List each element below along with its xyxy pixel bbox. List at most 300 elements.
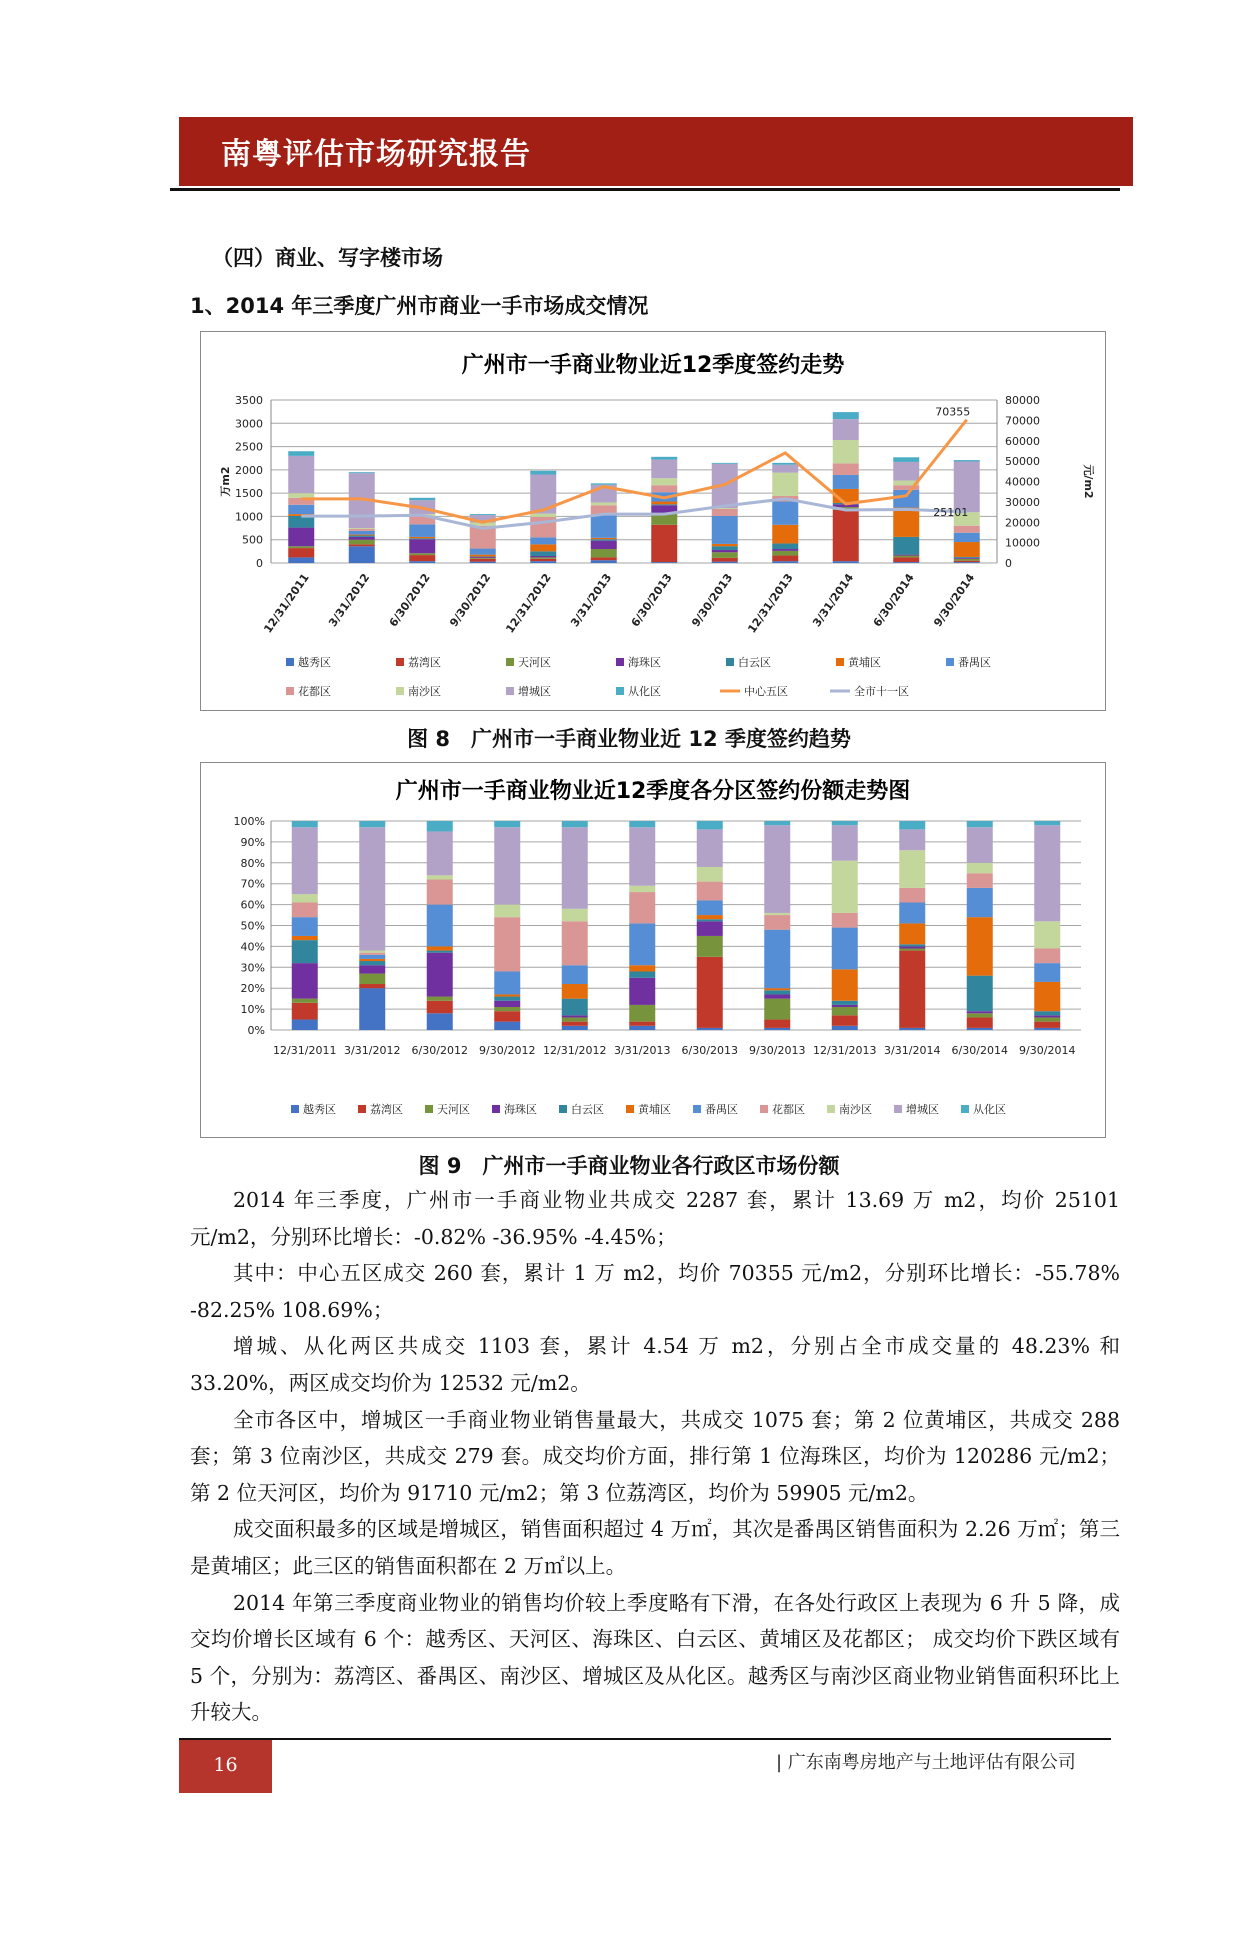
header-rule (170, 188, 1120, 191)
page-number: 16 (213, 1754, 238, 1776)
bar-segment (772, 525, 798, 544)
y2-tick-label: 10000 (1005, 536, 1040, 550)
x-tick-label: 9/30/2014 (931, 571, 978, 630)
page-number-box (179, 1740, 272, 1793)
bar-segment (833, 419, 859, 440)
bar-segment (359, 974, 385, 984)
x-tick-label: 3/31/2014 (810, 571, 857, 630)
y-tick-label: 2000 (235, 463, 263, 477)
report-title: 南粤评估市场研究报告 (221, 137, 531, 172)
legend-label: 越秀区 (298, 656, 331, 669)
x-tick-label: 12/31/2011 (273, 1044, 337, 1057)
legend-label: 花都区 (772, 1103, 805, 1116)
y2-tick-label: 40000 (1005, 475, 1040, 489)
bar-segment (651, 485, 677, 492)
bar-segment (832, 969, 858, 1000)
bar-segment (288, 493, 314, 498)
y2-tick-label: 70000 (1005, 414, 1040, 428)
bar-segment (591, 502, 617, 505)
x-tick-label: 3/31/2012 (344, 1044, 401, 1057)
bar-segment (651, 525, 677, 562)
bar-segment (697, 919, 723, 921)
paragraph: 2014 年三季度，广州市一手商业物业共成交 2287 套，累计 13.69 万 m2，均价 25101 元/m2，分别环比增长：-0.82% -36.95% -4.45%； (190, 1188, 1120, 1249)
bar-segment (359, 961, 385, 965)
x-tick-label: 9/30/2013 (689, 571, 736, 630)
y-tick-label: 3000 (235, 417, 263, 431)
legend-label: 增城区 (518, 685, 551, 698)
y-tick-label: 1500 (235, 487, 263, 501)
y-tick-label: 100% (233, 815, 265, 828)
bar-segment (292, 940, 318, 963)
legend-swatch (626, 1105, 634, 1113)
bar-segment (772, 502, 798, 525)
bar-segment (349, 537, 375, 540)
bar-segment (591, 483, 617, 484)
bar-segment (359, 959, 385, 961)
bar-segment (967, 1011, 993, 1013)
bar-segment (832, 1007, 858, 1015)
y-tick-label: 20% (240, 982, 265, 996)
bar-segment (712, 562, 738, 563)
bar-segment (697, 829, 723, 867)
bar-segment (833, 561, 859, 563)
y-axis-label: 万m2 (219, 466, 232, 497)
bar-segment (530, 544, 556, 551)
bar-segment (427, 905, 453, 947)
bar-segment (530, 551, 556, 556)
bar-segment (712, 509, 738, 516)
bar-segment (772, 561, 798, 563)
bar-segment (427, 997, 453, 1001)
bar-segment (562, 1017, 588, 1021)
bar-segment (494, 917, 520, 971)
x-tick-label: 12/31/2012 (543, 1044, 607, 1057)
bar-segment (470, 555, 496, 557)
bar-segment (899, 829, 925, 850)
bar-segment (697, 1028, 723, 1030)
bar-segment (292, 894, 318, 902)
bar-segment (292, 1003, 318, 1020)
figure9-caption: 图 9 广州市一手商业物业各行政区市场份额 (418, 1154, 840, 1178)
bar-segment (651, 502, 677, 505)
bar-segment (494, 905, 520, 918)
bar-segment (427, 951, 453, 953)
bar-segment (967, 827, 993, 863)
bar-segment (562, 1026, 588, 1030)
bar-segment (764, 1028, 790, 1030)
x-tick-label: 3/31/2013 (614, 1044, 671, 1057)
legend-label: 天河区 (437, 1103, 470, 1116)
bar-segment (764, 990, 790, 994)
x-tick-label: 12/31/2012 (503, 571, 554, 636)
y-tick-label: 70% (240, 877, 265, 891)
legend-swatch (961, 1105, 969, 1113)
data-label: 70355 (935, 405, 971, 419)
bar-segment (288, 456, 314, 493)
paragraph: 成交面积最多的区域是增城区，销售面积超过 4 万㎡，其次是番禺区销售面积为 2.26 万㎡；第三是黄埔区；此三区的销售面积都在 2 万㎡以上。 (190, 1517, 1120, 1578)
bar-segment (530, 514, 556, 517)
bar-segment (832, 825, 858, 861)
line-series (301, 420, 967, 523)
bar-segment (629, 965, 655, 971)
bar-segment (893, 556, 919, 558)
bar-segment (349, 544, 375, 546)
legend-swatch (616, 687, 624, 695)
sub-heading: 1、2014 年三季度广州市商业一手市场成交情况 (190, 294, 649, 318)
bar-segment (651, 562, 677, 563)
legend-label: 荔湾区 (370, 1103, 403, 1116)
y2-tick-label: 60000 (1005, 434, 1040, 448)
y2-tick-label: 0 (1005, 557, 1012, 570)
bar-segment (530, 561, 556, 563)
legend-label: 白云区 (738, 656, 771, 669)
bar-segment (1034, 963, 1060, 982)
bar-segment (349, 472, 375, 473)
bar-segment (288, 505, 314, 514)
bar-segment (651, 504, 677, 505)
bar-segment (562, 965, 588, 984)
bar-segment (629, 971, 655, 977)
y2-tick-label: 30000 (1005, 495, 1040, 509)
bar-segment (288, 548, 314, 557)
bar-segment (899, 850, 925, 888)
bar-segment (832, 821, 858, 825)
bar-segment (697, 867, 723, 882)
bar-segment (562, 999, 588, 1016)
chart9-title: 广州市一手商业物业近12季度各分区签约份额走势图 (395, 779, 911, 804)
bar-segment (764, 930, 790, 989)
bar-segment (409, 538, 435, 539)
bar-segment (899, 946, 925, 948)
x-tick-label: 6/30/2014 (951, 1044, 1008, 1057)
bar-segment (494, 1007, 520, 1011)
bar-segment (764, 999, 790, 1020)
bar-segment (954, 559, 980, 561)
bar-segment (530, 559, 556, 561)
legend-swatch (760, 1105, 768, 1113)
bar-segment (764, 994, 790, 998)
chart9-svg (201, 763, 1105, 1137)
bar-segment (772, 543, 798, 549)
legend-swatch (396, 658, 404, 666)
bar-segment (697, 921, 723, 936)
bar-segment (562, 921, 588, 965)
bar-segment (712, 552, 738, 558)
bar-segment (562, 1015, 588, 1017)
bar-segment (772, 551, 798, 556)
legend-swatch (836, 658, 844, 666)
bar-segment (494, 997, 520, 1001)
bar-segment (764, 821, 790, 825)
bar-segment (697, 936, 723, 957)
legend-swatch (693, 1105, 701, 1113)
paragraph: 全市各区中，增城区一手商业物业销售量最大，共成交 1075 套；第 2 位黄埔区，共成交 288 套；第 3 位南沙区，共成交 279 套。成交均价方面，排行第 1 位海珠区，均价为 120286 元/m2；第 2 位天河区，均价为 91710 元/m2；第 3 位荔湾区，均价为 59905 元/m2。 (190, 1407, 1120, 1505)
bar-segment (359, 951, 385, 953)
bar-segment (629, 978, 655, 1005)
bar-segment (954, 558, 980, 559)
bar-segment (832, 1015, 858, 1025)
y-tick-label: 50% (240, 919, 265, 933)
x-tick-label: 12/31/2013 (745, 571, 796, 636)
bar-segment (712, 558, 738, 562)
bar-segment (764, 1020, 790, 1028)
bar-segment (899, 944, 925, 946)
y-tick-label: 3500 (235, 394, 263, 407)
legend-label: 从化区 (628, 685, 661, 698)
legend-swatch (506, 658, 514, 666)
bar-segment (494, 1011, 520, 1021)
y-tick-label: 90% (240, 835, 265, 849)
bar-segment (833, 463, 859, 475)
bar-segment (427, 1001, 453, 1014)
y-tick-label: 40% (240, 940, 265, 954)
bar-segment (591, 515, 617, 538)
legend-swatch (286, 658, 294, 666)
bar-segment (764, 988, 790, 990)
bar-segment (712, 544, 738, 546)
bar-segment (697, 957, 723, 1028)
bar-segment (832, 861, 858, 913)
y2-tick-label: 20000 (1005, 516, 1040, 530)
bar-segment (629, 886, 655, 892)
legend-swatch (506, 687, 514, 695)
bar-segment (967, 888, 993, 917)
x-tick-label: 12/31/2013 (813, 1044, 877, 1057)
bar-segment (359, 955, 385, 959)
bar-segment (697, 900, 723, 915)
bar-segment (772, 463, 798, 465)
bar-segment (359, 821, 385, 827)
chart-figure8 (200, 331, 1106, 711)
bar-segment (427, 953, 453, 997)
legend-label: 番禺区 (705, 1103, 738, 1116)
bar-segment (967, 873, 993, 888)
legend-swatch (425, 1105, 433, 1113)
bar-segment (967, 917, 993, 976)
bar-segment (349, 535, 375, 536)
bar-segment (1034, 1017, 1060, 1021)
x-tick-label: 9/30/2012 (479, 1044, 536, 1057)
paragraph: 其中：中心五区成交 260 套，累计 1 万 m2，均价 70355 元/m2，分别环比增长：-55.78% -82.25% 108.69%； (190, 1261, 1120, 1322)
x-tick-label: 3/31/2012 (326, 571, 373, 630)
bar-segment (1034, 1011, 1060, 1015)
data-label: 25101 (933, 505, 969, 519)
x-tick-label: 6/30/2012 (386, 571, 433, 630)
legend-swatch (946, 658, 954, 666)
legend-label: 荔湾区 (408, 656, 441, 669)
x-tick-label: 3/31/2013 (568, 571, 615, 630)
y-tick-label: 1000 (235, 510, 263, 524)
bar-segment (530, 471, 556, 475)
bar-segment (954, 561, 980, 562)
x-tick-label: 9/30/2013 (749, 1044, 806, 1057)
section-heading: （四）商业、写字楼市场 (212, 246, 443, 270)
bar-segment (629, 1026, 655, 1030)
legend-swatch (286, 687, 294, 695)
bar-segment (409, 555, 435, 561)
bar-segment (591, 541, 617, 549)
bar-segment (697, 882, 723, 901)
bar-segment (591, 539, 617, 540)
legend-swatch (894, 1105, 902, 1113)
body-text (190, 1182, 1120, 1731)
legend-swatch (616, 658, 624, 666)
bar-segment (832, 1005, 858, 1007)
bar-segment (470, 557, 496, 558)
bar-segment (967, 1017, 993, 1027)
bar-segment (651, 460, 677, 479)
footer-rule (179, 1738, 1111, 1740)
bar-segment (470, 559, 496, 562)
bar-segment (764, 915, 790, 930)
bar-segment (359, 984, 385, 988)
legend-label: 增城区 (906, 1103, 939, 1116)
y-tick-label: 0 (256, 557, 263, 570)
bar-segment (530, 537, 556, 544)
bar-segment (954, 461, 980, 512)
bar-segment (292, 963, 318, 999)
bar-segment (470, 558, 496, 559)
bar-segment (409, 539, 435, 553)
legend-label: 越秀区 (303, 1103, 336, 1116)
bar-segment (893, 537, 919, 555)
bar-segment (427, 831, 453, 875)
bar-segment (562, 821, 588, 827)
legend-label: 全市十一区 (854, 685, 909, 698)
bar-segment (359, 827, 385, 950)
bar-segment (893, 457, 919, 462)
legend-label: 海珠区 (628, 656, 661, 669)
bar-segment (349, 546, 375, 563)
bar-segment (772, 473, 798, 496)
x-tick-label: 9/30/2014 (1019, 1044, 1076, 1057)
legend-label: 从化区 (973, 1103, 1006, 1116)
bar-segment (697, 821, 723, 829)
y2-tick-label: 50000 (1005, 455, 1040, 469)
bar-segment (494, 1022, 520, 1030)
bar-segment (967, 863, 993, 873)
paragraph: 2014 年第三季度商业物业的销售均价较上季度略有下滑，在各处行政区上表现为 6 升 5 降，成交均价增长区域有 6 个：越秀区、天河区、海珠区、白云区、黄埔区及花都区； 成交均价下跌区域有 5 个，分别为：荔湾区、番禺区、南沙区、增城区及从化区。越秀区与南沙区商业物业销售面积环比上升较大。 (190, 1590, 1120, 1725)
bar-segment (832, 1026, 858, 1030)
bar-segment (591, 557, 617, 560)
legend-swatch (291, 1105, 299, 1113)
legend-swatch (559, 1105, 567, 1113)
bar-segment (292, 999, 318, 1003)
legend-label: 中心五区 (744, 685, 788, 698)
bar-segment (494, 971, 520, 994)
legend-label: 黄埔区 (638, 1103, 671, 1116)
line-series (301, 499, 967, 529)
bar-segment (427, 1013, 453, 1030)
bar-segment (562, 984, 588, 999)
bar-segment (833, 412, 859, 419)
legend-label: 花都区 (298, 685, 331, 698)
bar-segment (893, 555, 919, 556)
bar-segment (629, 827, 655, 886)
bar-segment (899, 903, 925, 924)
header-banner (179, 117, 1133, 186)
legend-label: 天河区 (518, 656, 551, 669)
bar-segment (591, 538, 617, 539)
bar-segment (591, 549, 617, 557)
x-tick-label: 3/31/2014 (884, 1044, 941, 1057)
bar-segment (832, 1001, 858, 1005)
bar-segment (1034, 1028, 1060, 1030)
bar-segment (494, 821, 520, 827)
bar-segment (292, 903, 318, 918)
bar-segment (470, 562, 496, 563)
bar-segment (292, 821, 318, 827)
bar-segment (629, 1005, 655, 1022)
bar-segment (893, 562, 919, 563)
bar-segment (494, 827, 520, 904)
bar-segment (470, 549, 496, 555)
bar-segment (954, 542, 980, 557)
legend-label: 白云区 (571, 1103, 604, 1116)
bar-segment (562, 909, 588, 922)
bar-segment (409, 553, 435, 555)
bar-segment (954, 557, 980, 558)
bar-segment (954, 533, 980, 542)
bar-segment (967, 1028, 993, 1030)
bar-segment (1034, 821, 1060, 825)
bar-segment (349, 536, 375, 537)
bar-segment (409, 524, 435, 537)
bar-segment (292, 917, 318, 936)
bar-segment (292, 936, 318, 940)
bar-segment (591, 560, 617, 563)
y2-axis-label: 元/m2 (1082, 464, 1095, 499)
legend-swatch (726, 658, 734, 666)
legend-swatch (492, 1105, 500, 1113)
bar-segment (1034, 921, 1060, 948)
bar-segment (967, 821, 993, 827)
bar-segment (1034, 1022, 1060, 1028)
bar-segment (359, 988, 385, 1030)
bar-segment (712, 463, 738, 464)
bar-segment (712, 516, 738, 544)
y-tick-label: 500 (242, 533, 263, 547)
chart-figure9 (200, 762, 1106, 1138)
x-tick-label: 6/30/2012 (411, 1044, 468, 1057)
bar-segment (954, 562, 980, 563)
chart8-title: 广州市一手商业物业近12季度签约走势 (461, 353, 845, 378)
bar-segment (1034, 948, 1060, 963)
legend-label: 南沙区 (839, 1103, 872, 1116)
bar-segment (772, 549, 798, 551)
x-tick-label: 6/30/2013 (628, 571, 675, 630)
paragraph: 增城、从化两区共成交 1103 套，累计 4.54 万 m2，分别占全市成交量的 48.23% 和 33.20%，两区成交均价为 12532 元/m2。 (190, 1334, 1120, 1395)
x-tick-label: 9/30/2012 (447, 571, 494, 630)
bar-segment (427, 821, 453, 831)
bar-segment (899, 923, 925, 944)
y-tick-label: 10% (240, 1003, 265, 1017)
bar-segment (288, 516, 314, 528)
bar-segment (1034, 825, 1060, 921)
bar-segment (954, 526, 980, 533)
y-tick-label: 30% (240, 961, 265, 975)
bar-segment (893, 557, 919, 562)
bar-segment (292, 1020, 318, 1030)
x-tick-label: 6/30/2014 (870, 571, 917, 630)
bar-segment (470, 514, 496, 515)
bar-segment (833, 510, 859, 561)
bar-segment (772, 465, 798, 473)
bar-segment (629, 923, 655, 965)
bar-segment (629, 892, 655, 923)
bar-segment (349, 540, 375, 545)
bar-segment (899, 1028, 925, 1030)
